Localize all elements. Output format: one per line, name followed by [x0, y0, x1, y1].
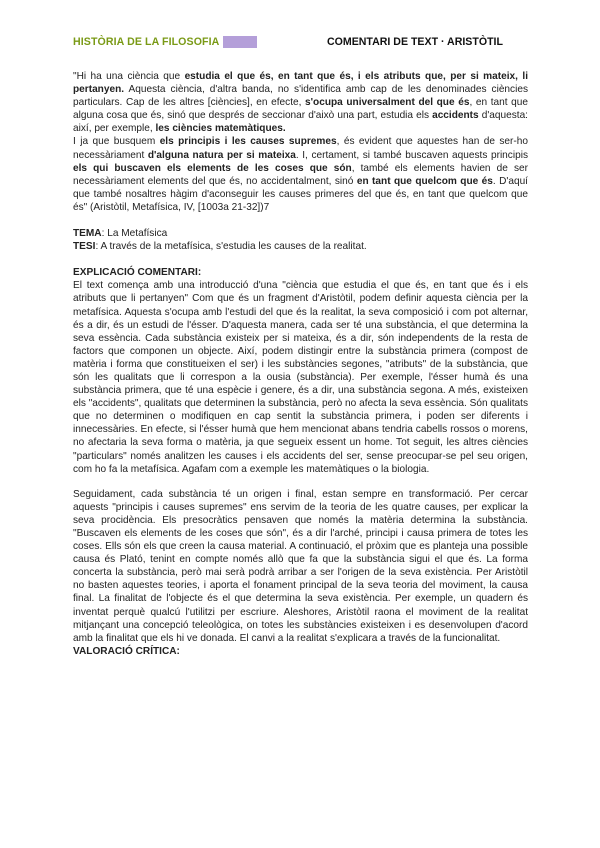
tesi-line — [73, 240, 528, 253]
document-type-title: COMENTARI DE TEXT · ARISTÒTIL — [327, 36, 503, 48]
explicacio-paragraph-1: El text comença amb una introducció d'una "ciència que estudia el que és, en tant que és i els atributs que li pertanyen" Com que és un fragment d'Aristòtil, podem definir aquesta ciència per la metafísica. Aquesta s'ocupa amb l'estudi del que és la realitat, la seva composició i com pot alternar, és a dir, és un estudi de l'ésser. D'aquesta manera, cada ser té una substància, el que determina la seva essència. Cada substància existeix per si mateixa, és a dir, són independents de la resta de factors que componen un objecte. Així, podem distingir entre la substància primera (compost de matèria i forma que constitueixen el ser) i les substàncies segones, "atributs" de la substància, que són les qualitats que li correspon a la ousia (substància). Per exemple, l'ésser humà és una substància primera, que té una espècie i genere, és a dir, una substància segona. A més, existeixen els "accidents", qualitats que determinen la substància, però no afecta la seva essència. Són qualitats que no determinen o modifiquen en cap sentit la substància primera, i poden ser diferents i innecessàries. En efecte, si l'ésser humà que hem mencionat abans tendria cabells rossos o morens, no afectaria la seva forma o matèria, ja que segueix essent un home. Tot seguit, les altres ciències "particulars" només analitzen les causes i els accidents del ser, sense preocupar-se pel seu origen, com ho fa la metafísica. Agafam com a exemple les matemàtiques o la biologia. — [73, 280, 528, 475]
page-header — [73, 36, 533, 50]
tesi-label: TESI — [73, 241, 96, 253]
tema-text: : La Metafísica — [101, 228, 168, 240]
quote-p2-segment: , també els elements havien de ser necessàriament elements del que és, no accidentalment, sinó — [73, 162, 528, 187]
quote-p1-segment: les ciències matemàtiques. — [155, 123, 286, 135]
quote-p1-segment: accidents — [432, 110, 479, 122]
quote-p2-segment: I ja que busquem — [73, 136, 160, 148]
subject-title: HISTÒRIA DE LA FILOSOFIA — [73, 36, 220, 48]
quote-p1-segment: s'ocupa universalment del que és — [305, 97, 470, 109]
document-body — [73, 70, 528, 658]
quote-p1-segment: , en tant que alguna cosa que és, sinó que després de seccionar d'això una part, estudia els — [73, 97, 528, 122]
tema-line — [73, 227, 528, 240]
quote-p2-segment: . I, certament, si també buscaven aquests principis — [295, 149, 528, 161]
quote-p1-segment: Aquesta ciència, d'altra banda, no s'identifica amb cap de les denominades ciències particulars. Cap de les altres [ciències], en efecte, — [73, 84, 528, 109]
valoracio-heading: VALORACIÓ CRÍTICA: — [73, 645, 180, 657]
quote-p2-segment: els principis i les causes supremes — [159, 136, 337, 148]
explicacio-heading: EXPLICACIÓ COMENTARI: — [73, 267, 202, 279]
quote-paragraph-1 — [73, 70, 528, 135]
quote-p1-segment: "Hi ha una ciència que — [73, 71, 185, 82]
quote-p2-segment: . D'aquí que també nosaltres hàgim d'aconseguir les causes primeres del que és, en tant que quelcom que és" (Aristòtil, Metafísica, IV, [1003a 21-32])7 — [73, 175, 528, 213]
quote-p2-segment: , és evident que aquestes han de ser-ho necessàriament — [73, 136, 528, 161]
tesi-text: : A través de la metafísica, s'estudia les causes de la realitat. — [95, 241, 367, 253]
quote-p2-segment: en tant que quelcom que és — [356, 175, 493, 187]
quote-p2-segment: els qui buscaven els elements de les coses que són — [73, 162, 352, 174]
quote-p2-segment: d'alguna natura per si mateixa — [147, 149, 296, 161]
quote-p1-segment: estudia el que és, en tant que és, i els atributs que, per si mateix, li pertanyen. — [73, 71, 528, 96]
quote-p1-segment: d'aquesta: així, per exemple, — [73, 110, 528, 135]
quote-paragraph-2 — [73, 135, 528, 214]
highlight-swatch — [223, 36, 257, 48]
explicacio-paragraph-2: Seguidament, cada substància té un origen i final, estan sempre en transformació. Per cercar aquests "principis i causes supremes" ens servim de la teoria de les quatre causes, per explicar la seva procidència. Els presocràtics pensaven que només la matèria determina la substància. "Buscaven els elements de les coses que són", és a dir l'arché, principi i causa primera de totes les coses. Ells són els que creen la causa material. A continuació, el pròxim que es planteja una possible causa és Plató, tenint en compte només allò que fa que la substància sigui el que és. La forma concerta la substància, però mai serà podrà arribar a ser l'origen de la seva existència. Per Aristòtil no basten aquestes teories, i aporta el fonament principal de la seva teoria del moviment, la causa final. La finalitat de l'objecte és el que determina la seva existència. Per exemple, un quadern és inventat perquè qualcú l'utilitzi per escriure. Aleshores, Aristòtil raona el moviment de la realitat mitjançant una concepció teleològica, on totes les substàncies existeixen i es desenvolupen d'acord amb la finalitat que els hi ve donada. El canvi a la realitat s'explicara a través de la funcionalitat. — [73, 488, 528, 644]
tema-label: TEMA — [73, 228, 102, 240]
